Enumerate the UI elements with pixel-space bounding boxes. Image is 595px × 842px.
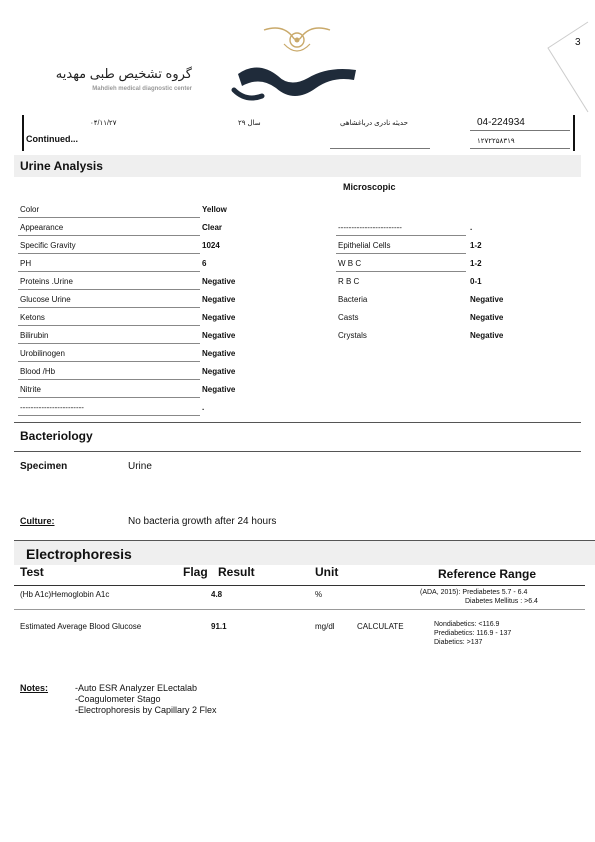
microscopic-title: Microscopic	[343, 182, 396, 192]
electro-result: 91.1	[211, 622, 227, 631]
urine-param-label: PH	[20, 259, 32, 268]
electro-unit: %	[315, 590, 323, 599]
national-id: ۱۲۷۲۲۵۸۳۱۹	[477, 138, 515, 145]
patient-age: ۲۹ سال	[238, 120, 261, 127]
urine-param-value: Negative	[202, 367, 236, 376]
col-result: Result	[218, 565, 255, 579]
microscopic-param-value: Negative	[470, 313, 504, 322]
culture-value: No bacteria growth after 24 hours	[128, 516, 277, 527]
electro-ref-line: Diabetes Mellitus : >6.4	[465, 598, 538, 605]
urine-param-value: Clear	[202, 223, 223, 232]
urine-param-label: ------------------------	[20, 403, 84, 412]
electro-method: CALCULATE	[357, 622, 404, 631]
microscopic-param-value: 1-2	[470, 259, 482, 268]
specimen-label: Specimen	[20, 461, 68, 472]
microscopic-param-label: Bacteria	[338, 295, 368, 304]
microscopic-param-value: .	[470, 223, 473, 232]
row-underline	[18, 361, 200, 362]
electro-ref-line: Diabetics: >137	[434, 639, 483, 646]
microscopic-param-value: 0-1	[470, 277, 482, 286]
urine-param-value: 6	[202, 259, 207, 268]
electro-test: Estimated Average Blood Glucose	[20, 622, 142, 631]
notes-label: Notes:	[20, 683, 49, 693]
section-divider	[14, 422, 581, 423]
row-underline	[336, 253, 466, 254]
row-underline	[18, 217, 200, 218]
col-test: Test	[20, 565, 44, 579]
urine-param-label: Nitrite	[20, 385, 41, 394]
row-underline	[18, 343, 200, 344]
microscopic-param-label: R B C	[338, 277, 360, 286]
microscopic-param-label: Crystals	[338, 331, 367, 340]
row-underline	[18, 325, 200, 326]
microscopic-param-label: Epithelial Cells	[338, 241, 391, 250]
note-item: -Electrophoresis by Capillary 2 Flex	[75, 705, 217, 715]
urine-param-value: Yellow	[202, 205, 227, 214]
electro-result: 4.8	[211, 590, 223, 599]
urine-param-value: Negative	[202, 331, 236, 340]
urine-section-header: Urine Analysis	[14, 155, 581, 177]
urine-param-value: .	[202, 403, 205, 412]
urine-param-label: Bilirubin	[20, 331, 49, 340]
page-number: 3	[575, 37, 581, 48]
urine-param-value: 1024	[202, 241, 220, 250]
note-item: -Auto ESR Analyzer ELectalab	[75, 683, 198, 693]
info-divider	[330, 148, 430, 149]
row-underline	[18, 289, 200, 290]
electro-test: (Hb A1c)Hemoglobin A1c	[20, 590, 110, 599]
row-underline	[336, 271, 466, 272]
row-underline	[336, 235, 466, 236]
microscopic-param-value: Negative	[470, 331, 504, 340]
culture-label: Culture:	[20, 516, 55, 526]
table-header-divider	[14, 585, 585, 586]
microscopic-param-value: 1-2	[470, 241, 482, 250]
calligraphy-logo-icon	[228, 56, 363, 111]
urine-param-label: Blood /Hb	[20, 367, 56, 376]
urine-param-label: Ketons	[20, 313, 45, 322]
table-row-divider	[14, 609, 585, 610]
bacteriology-header: Bacteriology	[20, 429, 93, 443]
electro-unit: mg/dl	[315, 622, 335, 631]
row-underline	[18, 271, 200, 272]
report-date: ۰۴/۱۱/۲۷	[90, 120, 117, 127]
corner-decoration	[540, 20, 590, 125]
electro-ref-line: Prediabetics: 116.9 - 137	[434, 630, 512, 637]
continued-label: Continued...	[26, 134, 78, 144]
urine-param-label: Glucose Urine	[20, 295, 71, 304]
row-underline	[18, 307, 200, 308]
urine-param-label: Proteins .Urine	[20, 277, 73, 286]
lab-name-en: Mahdieh medical diagnostic center	[92, 86, 192, 92]
urine-param-value: Negative	[202, 277, 236, 286]
note-item: -Coagulometer Stago	[75, 694, 161, 704]
urine-param-value: Negative	[202, 295, 236, 304]
row-underline	[18, 235, 200, 236]
microscopic-param-label: ------------------------	[338, 223, 402, 232]
urine-param-label: Urobilinogen	[20, 349, 65, 358]
microscopic-param-value: Negative	[470, 295, 504, 304]
electro-ref-line: (ADA, 2015): Prediabetes 5.7 - 6.4	[420, 589, 528, 596]
urine-param-value: Negative	[202, 385, 236, 394]
urine-param-value: Negative	[202, 349, 236, 358]
col-reference: Reference Range	[438, 567, 537, 581]
row-underline	[18, 415, 200, 416]
col-flag: Flag	[183, 565, 208, 579]
info-divider	[470, 148, 570, 149]
row-underline	[18, 253, 200, 254]
section-divider	[14, 451, 581, 452]
urine-param-label: Color	[20, 205, 40, 214]
urine-param-label: Specific Gravity	[20, 241, 76, 250]
urine-param-label: Appearance	[20, 223, 64, 232]
info-divider	[470, 130, 570, 131]
row-underline	[18, 397, 200, 398]
microscopic-param-label: Casts	[338, 313, 359, 322]
urine-param-value: Negative	[202, 313, 236, 322]
specimen-value: Urine	[128, 461, 152, 472]
patient-name: حدیثه نادری درباغشاهی	[340, 120, 408, 127]
microscopic-param-label: W B C	[338, 259, 362, 268]
col-unit: Unit	[315, 565, 339, 579]
patient-id: 04-224934	[477, 117, 525, 128]
electro-header: Electrophoresis	[26, 546, 132, 562]
row-underline	[18, 379, 200, 380]
lab-name-fa: گروه تشخیص طبی مهدیه	[55, 66, 192, 81]
electro-ref-line: Nondiabetics: <116.9	[434, 621, 500, 628]
